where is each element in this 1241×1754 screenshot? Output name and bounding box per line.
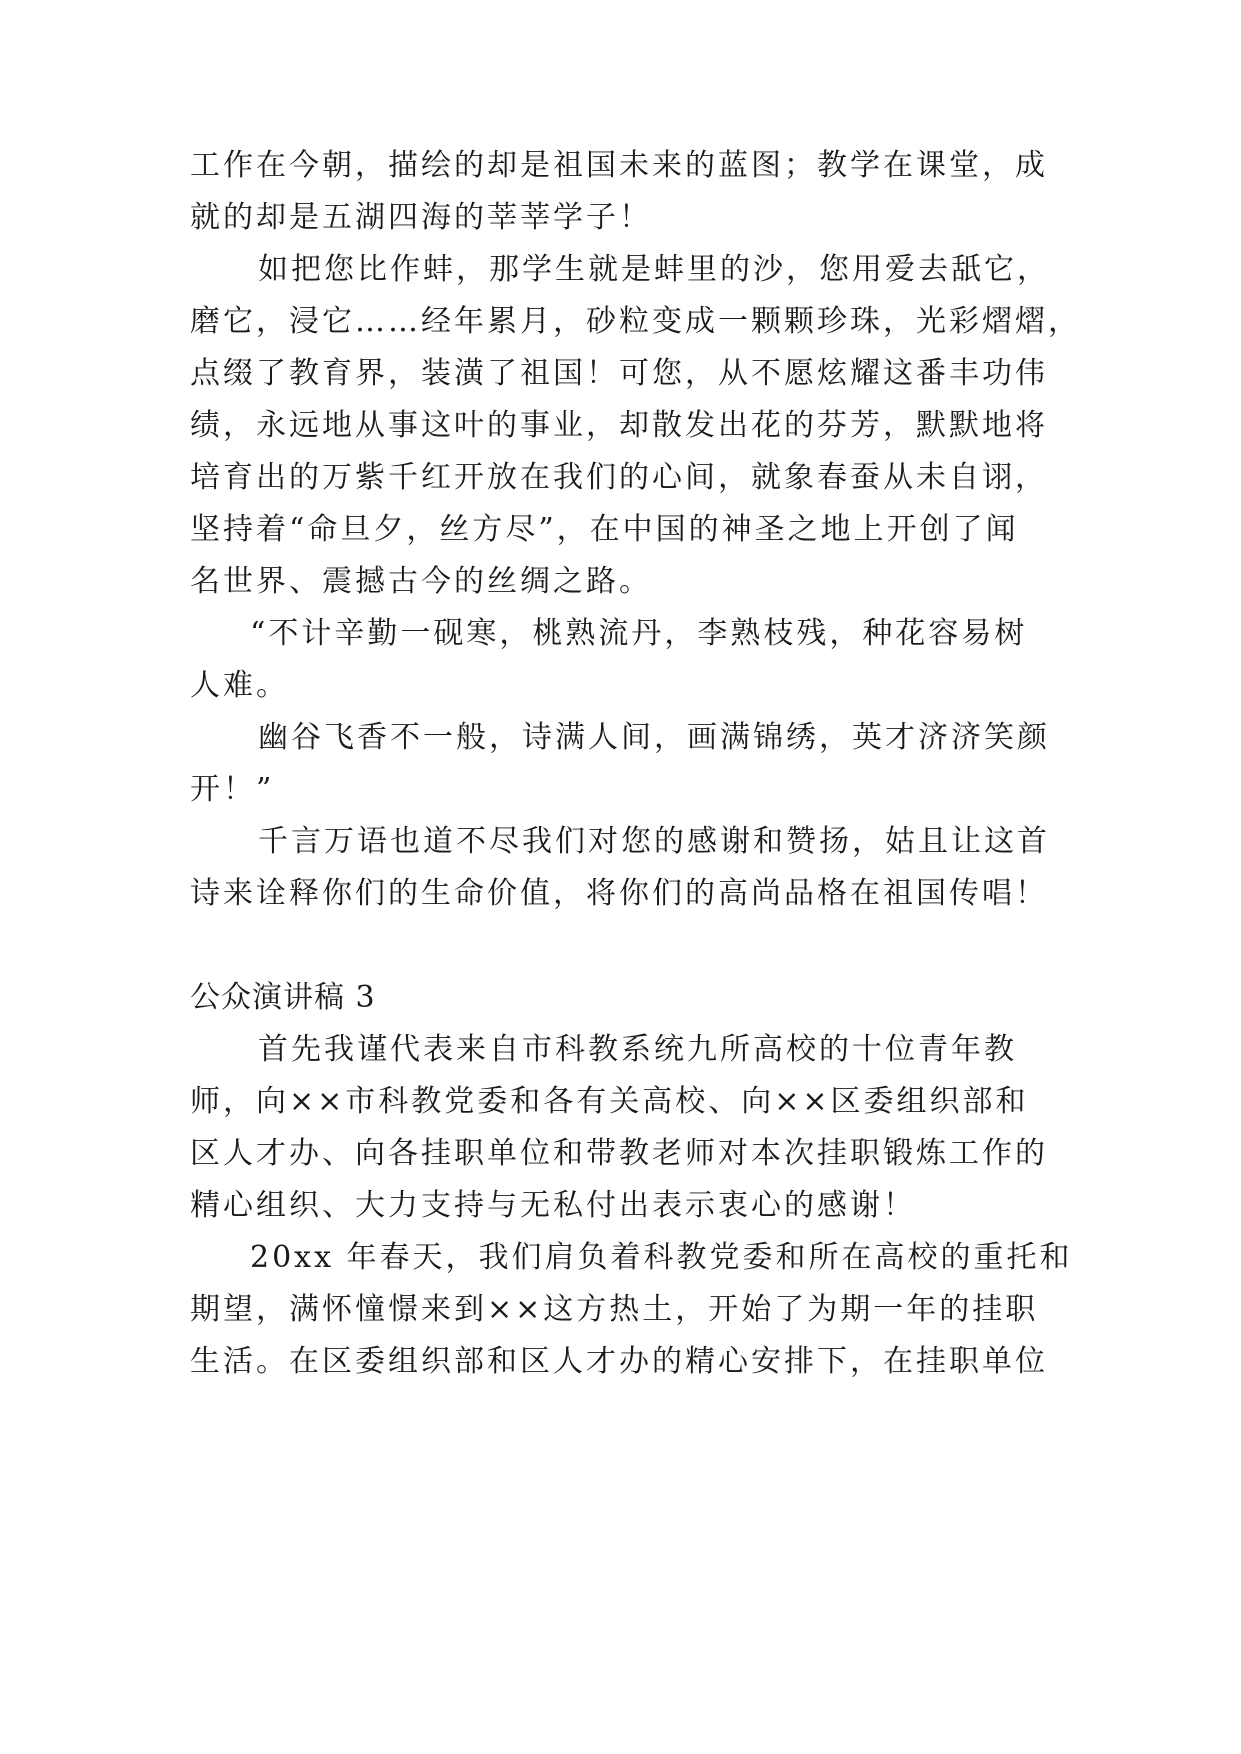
paragraph-line: 期望，满怀憧憬来到××这方热土，开始了为期一年的挂职 [190, 1292, 1039, 1327]
paragraph-line: 工作在今朝，描绘的却是祖国未来的蓝图；教学在课堂，成 [190, 148, 1048, 183]
paragraph-line: 20xx 年春天，我们肩负着科教党委和所在高校的重托和 [250, 1240, 1073, 1275]
paragraph-line: 如把您比作蚌，那学生就是蚌里的沙，您用爱去舐它， [258, 252, 1050, 287]
paragraph-line: 生活。在区委组织部和区人才办的精心安排下，在挂职单位 [190, 1344, 1048, 1379]
paragraph-line: 人难。 [190, 668, 289, 703]
paragraph-line: 幽谷飞香不一般，诗满人间，画满锦绣，英才济济笑颜 [258, 720, 1050, 755]
paragraph-line: 师，向××市科教党委和各有关高校、向××区委组织部和 [190, 1084, 1029, 1119]
paragraph-line: “不计辛勤一砚寒，桃熟流丹，李熟枝残，种花容易树 [250, 616, 1028, 651]
paragraph-line: 千言万语也道不尽我们对您的感谢和赞扬，姑且让这首 [258, 824, 1050, 859]
paragraph-line: 名世界、震撼古今的丝绸之路。 [190, 564, 652, 599]
paragraph-line: 绩，永远地从事这叶的事业，却散发出花的芬芳，默默地将 [190, 408, 1048, 443]
paragraph-line: 培育出的万紫千红开放在我们的心间，就象春蚕从未自诩， [190, 460, 1048, 495]
paragraph-line: 坚持着“命旦夕，丝方尽”，在中国的神圣之地上开创了闻 [190, 512, 1019, 547]
paragraph-line: 开！” [190, 772, 275, 807]
paragraph-line: 就的却是五湖四海的莘莘学子！ [190, 200, 652, 235]
paragraph-line: 点缀了教育界，装潢了祖国！可您，从不愿炫耀这番丰功伟 [190, 356, 1048, 391]
paragraph-line: 区人才办、向各挂职单位和带教老师对本次挂职锻炼工作的 [190, 1136, 1048, 1171]
paragraph-line: 诗来诠释你们的生命价值，将你们的高尚品格在祖国传唱！ [190, 876, 1048, 911]
section-heading: 公众演讲稿 3 [190, 980, 376, 1015]
paragraph-line: 磨它，浸它……经年累月，砂粒变成一颗颗珍珠，光彩熠熠， [190, 304, 1081, 339]
paragraph-line: 精心组织、大力支持与无私付出表示衷心的感谢！ [190, 1188, 916, 1223]
paragraph-line: 首先我谨代表来自市科教系统九所高校的十位青年教 [258, 1032, 1017, 1067]
